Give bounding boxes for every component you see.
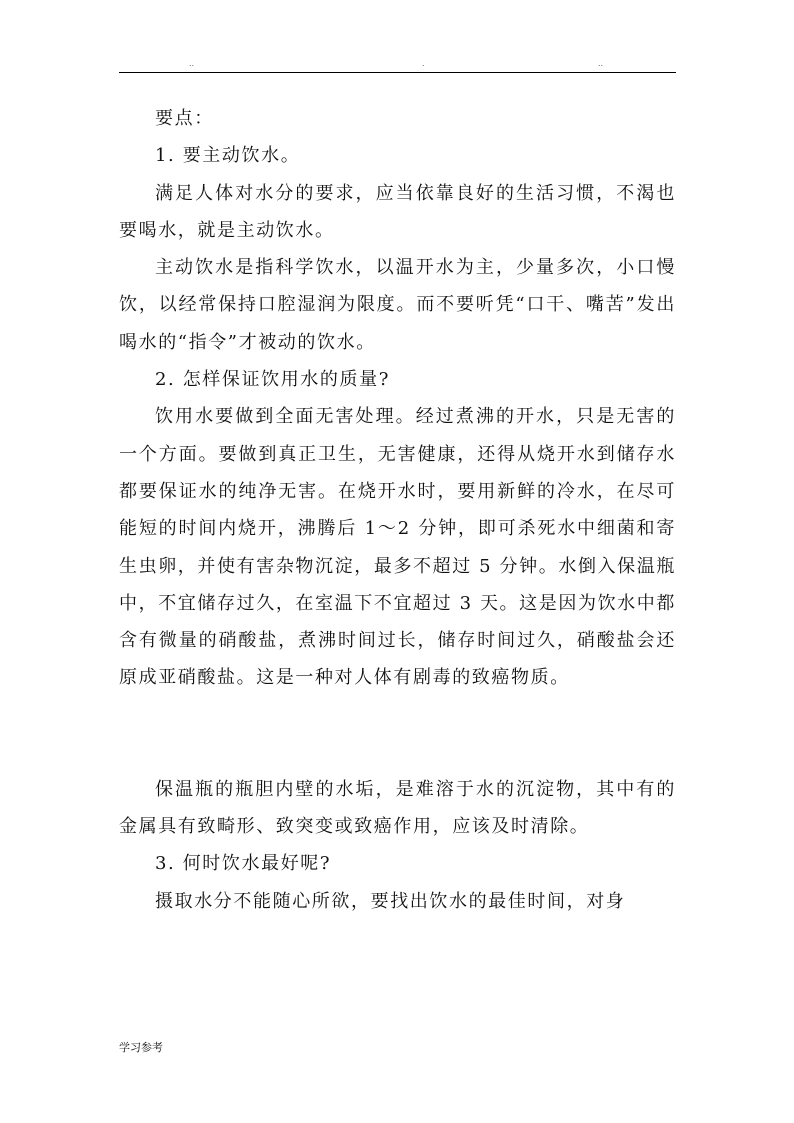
paragraph: 主动饮水是指科学饮水，以温开水为主，少量多次，小口慢饮，以经常保持口腔湿润为限度。而不要听凭“口干、嘴苦”发出喝水的“指令”才被动的饮水。	[119, 257, 676, 353]
header-mark-left: ..	[189, 59, 195, 68]
paragraph: 满足人体对水分的要求，应当依靠良好的生活习惯，不渴也要喝水，就是主动饮水。	[119, 182, 676, 241]
section-label: 要点：	[155, 108, 214, 129]
point-3-heading: 3. 何时饮水最好呢?	[155, 853, 332, 875]
header-mark-center: .	[422, 59, 425, 68]
header-mark-right: ..	[598, 59, 604, 68]
point-1-heading: 1. 要主动饮水。	[155, 145, 301, 167]
document-body	[119, 100, 676, 920]
point-2-heading: 2. 怎样保证饮用水的质量?	[155, 369, 390, 391]
paragraph: 保温瓶的瓶胆内壁的水垢，是难溶于水的沉淀物，其中有的金属具有致畸形、致突变或致癌作用，应该及时清除。	[119, 778, 676, 838]
paragraph: 饮用水要做到全面无害处理。经过煮沸的开水，只是无害的一个方面。要做到真正卫生，无害健康，还得从烧开水到储存水都要保证水的纯净无害。在烧开水时，要用新鲜的冷水，在尽可能短的时间内烧开，沸腾后 1～2 分钟，即可杀死水中细菌和寄生虫卵，并使有害杂物沉淀，最多不超过 5 分钟。水倒入保温瓶中，不宜储存过久，在室温下不宜超过 3 天。这是因为饮水中都含有微量的硝酸盐，煮沸时间过长，储存时间过久，硝酸盐会还原成亚硝酸盐。这是一种对人体有剧毒的致癌物质。	[119, 406, 676, 689]
header-rule	[119, 72, 676, 73]
paragraph: 摄取水分不能随心所欲，要找出饮水的最佳时间，对身	[155, 890, 626, 912]
footer-label: 学习参考	[119, 1041, 163, 1054]
